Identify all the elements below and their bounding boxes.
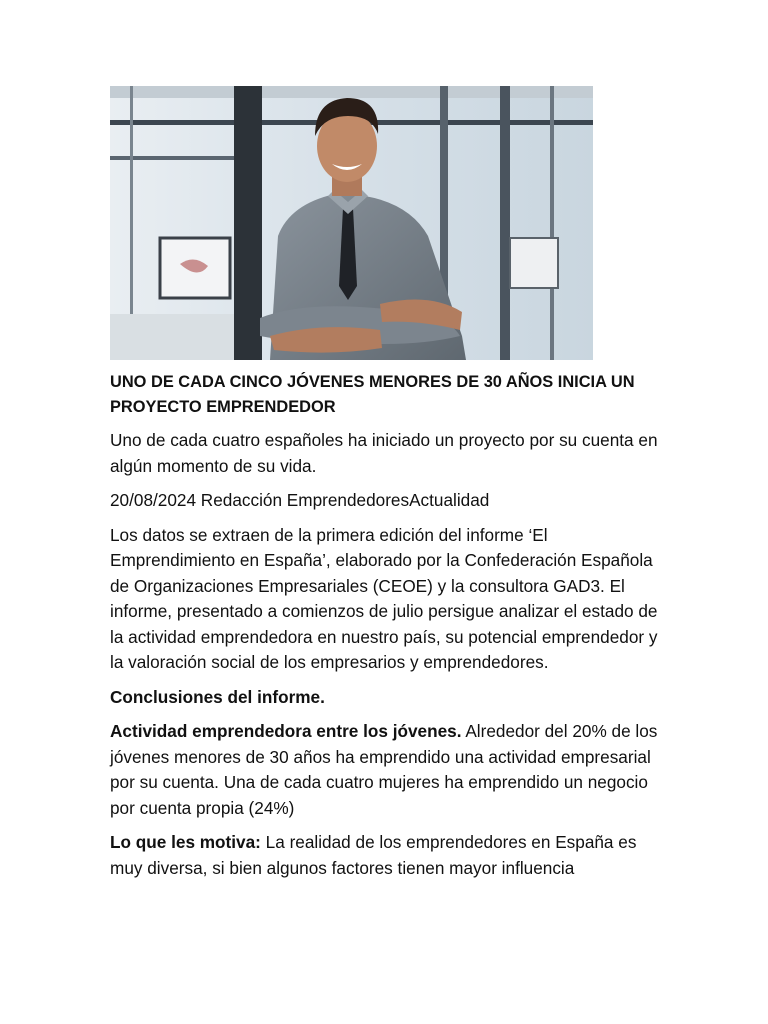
article-byline: 20/08/2024 Redacción EmprendedoresActualidad xyxy=(110,490,490,510)
section-motivation-text: La realidad de los emprendedores en España es muy diversa, si bien algunos factores tienen mayor influencia xyxy=(110,832,637,878)
section-motivation-lead: Lo que les motiva: xyxy=(110,832,261,852)
article-headline: UNO DE CADA CINCO JÓVENES MENORES DE 30 AÑOS INICIA UN PROYECTO EMPRENDEDOR xyxy=(110,373,635,416)
businessman-photo-icon xyxy=(110,86,593,360)
article-subtitle: Uno de cada cuatro españoles ha iniciado un proyecto por su cuenta en algún momento de su vida. xyxy=(110,430,658,476)
article-photo xyxy=(110,86,593,360)
article-intro: Los datos se extraen de la primera edición del informe ‘El Emprendimiento en España’, elaborado por la Confederación Española de Organizaciones Empresariales (CEOE) y la consultora GAD3. El informe, presentado a comienzos de julio persigue analizar el estado de la actividad emprendedora en nuestro país, su potencial emprendedor y la valoración social de los empresarios y emprendedores. xyxy=(110,524,658,672)
section-youth-activity-lead: Actividad emprendedora entre los jóvenes. xyxy=(110,721,462,741)
section-motivation xyxy=(110,830,658,881)
section-youth-activity xyxy=(110,719,658,821)
conclusions-heading: Conclusiones del informe. xyxy=(110,686,325,707)
article-body xyxy=(110,370,658,890)
section-youth-activity-text: Alrededor del 20% de los jóvenes menores de 30 años ha emprendido una actividad empresarial por su cuenta. Una de cada cuatro mujeres ha emprendido un negocio por cuenta propia (24%) xyxy=(110,721,658,818)
